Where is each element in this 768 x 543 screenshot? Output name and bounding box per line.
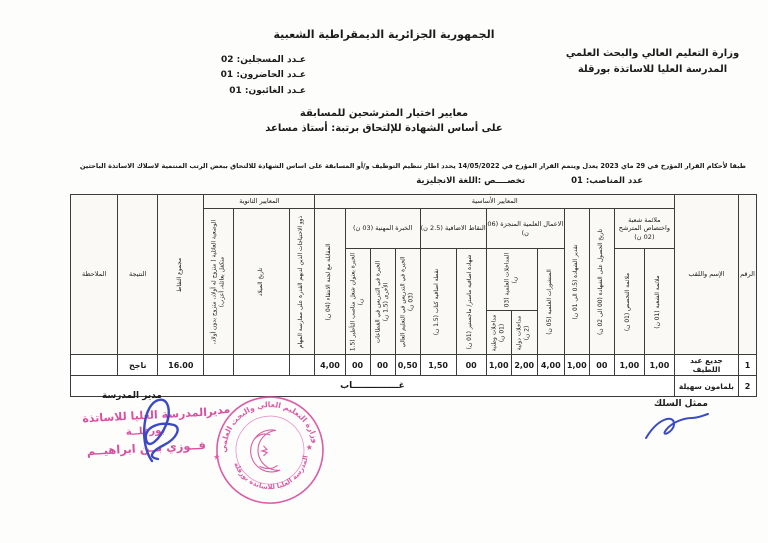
col-header-total: مجموع النقاط bbox=[158, 195, 204, 355]
col-header-extra-certificate: شهادة اضافية ماستر/ ماجستير (01 ن) bbox=[456, 249, 486, 355]
candidate-name: جديع عبد اللطيف bbox=[674, 355, 738, 376]
stamp-director-word: مدير bbox=[205, 402, 231, 419]
score-cell: 00 bbox=[456, 355, 486, 376]
criteria-table bbox=[70, 194, 757, 397]
group-header-conference-papers: المداخلات العلمية (03 ن) bbox=[486, 249, 537, 311]
crescent-emblem-icon bbox=[249, 429, 281, 474]
col-header-extra-book: نقطة اضافية كتاب (1.5 ن) bbox=[420, 249, 456, 355]
subtitle-line2: على أساس الشهادة للإلتحاق برتبة: أستاذ مساعد bbox=[265, 123, 503, 134]
score-cell: 00 bbox=[345, 355, 370, 376]
absent-cell: غـــــــــــــــاب bbox=[71, 376, 675, 397]
score-cell: 1,00 bbox=[644, 355, 674, 376]
svg-text:المدرسة العليا للاساتذة بورقلة bbox=[232, 454, 313, 495]
score-cell: 00 bbox=[370, 355, 395, 376]
group-header-experience: الخبرة المهنية (03 ن) bbox=[345, 209, 420, 249]
score-cell: 00 bbox=[589, 355, 614, 376]
col-header-publications: المنشورات العلمية (05 ن) bbox=[537, 249, 564, 355]
stamp-school-line: المدرسة العليا للاساتذة bbox=[81, 405, 208, 426]
corps-representative-signature-icon bbox=[640, 408, 712, 448]
decree-note: طبقا لأحكام القرار المؤرخ في 29 ماي 2023 يعدل ويتمم القرار المؤرخ في 14/05/2022 يحدد اطار تنظيم التوظيف و/أو المسابقة على اساس الشهادة للالتحاق ببعض الرتب المنتمية لاسلاك الاساتذة الباحثين bbox=[79, 162, 746, 170]
attendance-counts bbox=[191, 53, 306, 99]
col-header-family-status: الوضعية العائلية ( متزوج له أولاد، متزوج بدون أولاد، متكفل بعائلة، أعزب) bbox=[204, 209, 234, 355]
col-header-branch-fit: ملائمة الشعبة (01 ن) bbox=[644, 249, 674, 355]
col-header-note: الملاحظة bbox=[71, 195, 118, 355]
row-number: 1 bbox=[738, 355, 756, 376]
round-stamp-bottom-text: المدرسة العليا للاساتذة بورقلة bbox=[232, 454, 310, 492]
score-cell: 1,50 bbox=[420, 355, 456, 376]
stamp-city-line: بورقلــة bbox=[125, 425, 166, 439]
col-header-management-positions: الخبرة بعنوان شغل مناصب التأطير (1.5 ن) bbox=[345, 249, 370, 355]
col-header-higher-ed-teaching: الخبرة في التدريس في التعليم العالي (03 ن) bbox=[395, 249, 420, 355]
document-subtitle bbox=[0, 106, 768, 136]
col-header-degree-grade: تقدير الشهادة (0.5 الى 01 ن) bbox=[564, 209, 589, 355]
note-cell bbox=[71, 355, 118, 376]
score-cell bbox=[204, 355, 234, 376]
candidate-name: بلمامون سهيلة bbox=[674, 376, 738, 397]
col-header-national-papers: مداخلات وطنية (01 ن) bbox=[486, 311, 511, 355]
candidate-row-2 bbox=[71, 376, 757, 397]
registered-count: عـدد المسجلين: 02 bbox=[220, 55, 306, 65]
score-cell: 1,00 bbox=[564, 355, 589, 376]
col-header-other-sector-teaching: الخبرة في التدريس في القطاعات الأخرى (1.5 ن) bbox=[370, 249, 395, 355]
score-cell: 4,00 bbox=[315, 355, 345, 376]
corps-representative-title: ممثل السلك bbox=[653, 399, 708, 409]
stamp-star-right-icon: ★ bbox=[305, 442, 314, 453]
score-cell: 0,50 bbox=[395, 355, 420, 376]
ministry-name: وزارة التعليم العالي والبحث العلمي bbox=[565, 48, 740, 59]
positions-count: عدد المناصب: 01 bbox=[571, 176, 643, 186]
col-header-graduation-date: تاريخ الحصول على الشهادة (00 الى 02 ن) bbox=[589, 209, 614, 355]
page-title: الجمهورية الجزائرية الديمقراطية الشعبية bbox=[273, 28, 495, 41]
col-header-number: الرقم bbox=[738, 195, 756, 355]
specialty-label: تخصــــص :اللغة الانجليزية bbox=[416, 176, 526, 186]
letterhead bbox=[545, 46, 760, 77]
subtitle-line1: معايير اختيار المترشحين للمسابقة bbox=[299, 108, 469, 119]
col-header-birth-date: تاريخ الميلاد bbox=[234, 209, 290, 355]
col-header-international-papers: مداخلات دولية (2 ن) bbox=[511, 311, 537, 355]
col-header-interview: المقابلة مع لجنة الانتقاء (04 ن) bbox=[315, 209, 345, 355]
group-header-basic-criteria: المعايير الأساسية bbox=[315, 195, 674, 209]
group-header-scientific-works: الاعمال العلمية المنجزة (06 ن) bbox=[486, 209, 564, 249]
candidate-row-1 bbox=[71, 355, 757, 376]
score-cell: 4,00 bbox=[537, 355, 564, 376]
col-header-name: الإسم واللقب bbox=[674, 195, 738, 355]
group-header-branch-match: ملائمة شعبة واختصاص المترشح (02 ن) bbox=[614, 209, 674, 249]
row-number: 2 bbox=[738, 376, 756, 397]
official-round-stamp-icon bbox=[206, 387, 335, 514]
score-cell bbox=[290, 355, 315, 376]
result-cell: ناجح bbox=[118, 355, 158, 376]
score-cell: 2,00 bbox=[511, 355, 537, 376]
group-header-extra-points: النقاط الاضافية (2.5 ن) bbox=[420, 209, 486, 249]
score-cell bbox=[234, 355, 290, 376]
director-signature-icon bbox=[116, 395, 196, 469]
stamp-star-left-icon: ★ bbox=[212, 452, 221, 463]
total-cell: 16.00 bbox=[158, 355, 204, 376]
col-header-result: النتيجة bbox=[118, 195, 158, 355]
group-header-secondary-criteria: المعايير الثانوية bbox=[204, 195, 315, 209]
director-title: مدير المدرسة bbox=[101, 391, 162, 401]
round-stamp-top-text: وزارة التعليم العالي والبحث العلمي bbox=[218, 400, 321, 453]
specialty-line bbox=[416, 176, 643, 186]
col-header-specialty-fit: ملائمة التخصص (01 ن) bbox=[614, 249, 644, 355]
col-header-special-needs: ذوو الاحتياجات الذين لديهم القدرة على ممارسة المهام bbox=[290, 209, 315, 355]
absent-count: عـدد الغائبون: 01 bbox=[229, 85, 306, 96]
present-count: عـدد الحاضرون: 01 bbox=[220, 70, 306, 81]
school-name: المدرسة العليا للاساتذة بورقلة bbox=[577, 63, 728, 75]
score-cell: 1,00 bbox=[614, 355, 644, 376]
score-cell: 1,00 bbox=[486, 355, 511, 376]
stamp-director-name: فــوزي بــن ابراهيــم bbox=[86, 437, 207, 458]
